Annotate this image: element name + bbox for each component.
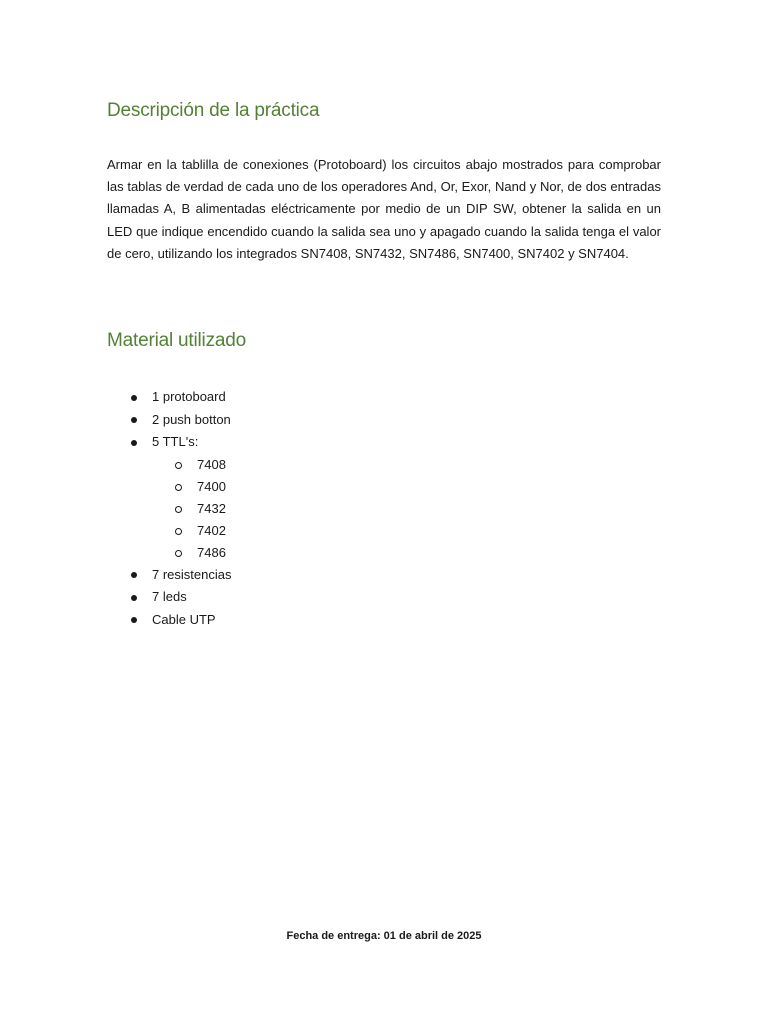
circle-bullet-icon <box>173 542 183 564</box>
description-heading: Descripción de la práctica <box>107 100 320 121</box>
materials-list <box>107 386 661 631</box>
sublist-item <box>107 542 661 564</box>
material-item-text: 7 leds <box>152 589 187 604</box>
circle-bullet-icon <box>173 520 183 542</box>
ttl-item-text: 7432 <box>197 500 226 516</box>
list-item <box>107 409 661 432</box>
list-item <box>107 609 661 632</box>
ttl-item-text: 7402 <box>197 522 226 538</box>
circle-bullet-icon <box>173 498 183 520</box>
bullet-icon <box>129 409 139 432</box>
list-item <box>107 386 661 409</box>
ttl-item-text: 7486 <box>197 544 226 560</box>
ttl-item-text: 7400 <box>197 478 226 494</box>
sublist-item <box>107 476 661 498</box>
list-item <box>107 431 661 454</box>
ttl-item-text: 7408 <box>197 456 226 472</box>
sublist-item <box>107 498 661 520</box>
circle-bullet-icon <box>173 454 183 476</box>
material-item-text: 1 protoboard <box>152 389 226 404</box>
delivery-date-footer: Fecha de entrega: 01 de abril de 2025 <box>286 930 482 942</box>
bullet-icon <box>129 386 139 409</box>
material-item-text: 5 TTL's: <box>152 434 199 449</box>
ttl-sublist <box>107 454 661 564</box>
bullet-icon <box>129 431 139 454</box>
bullet-icon <box>129 586 139 609</box>
circle-bullet-icon <box>173 476 183 498</box>
bullet-icon <box>129 609 139 632</box>
sublist-item <box>107 454 661 476</box>
list-item <box>107 564 661 587</box>
document-page <box>107 0 661 1024</box>
material-item-text: 7 resistencias <box>152 566 232 582</box>
material-item-text: 2 push botton <box>152 411 231 427</box>
list-item <box>107 586 661 609</box>
materials-heading: Material utilizado <box>107 330 246 351</box>
bullet-icon <box>129 564 139 587</box>
material-item-text: Cable UTP <box>152 611 216 627</box>
sublist-item <box>107 520 661 542</box>
ttl-sublist-holder <box>107 454 661 564</box>
description-paragraph: Armar en la tablilla de conexiones (Protoboard) los circuitos abajo mostrados para comprobar las tablas de verdad de cada uno de los operadores And, Or, Exor, Nand y Nor, de dos entradas llamadas A, B alimentadas eléctricamente por medio de un DIP SW, obtener la salida en un LED que indique encendido cuando la salida sea uno y apagado cuando la salida tenga el valor de cero, utilizando los integrados SN7408, SN7432, SN7486, SN7400, SN7402 y SN7404. <box>107 157 661 261</box>
